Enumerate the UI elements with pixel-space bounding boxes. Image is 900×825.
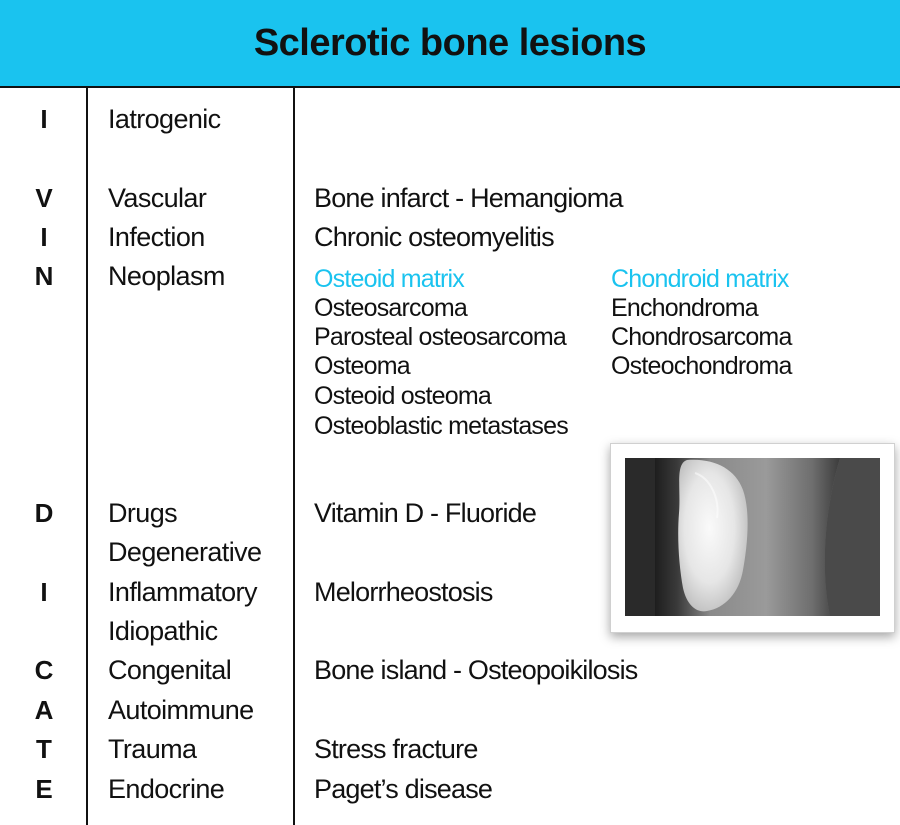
osteoid-item: Osteoma (314, 352, 410, 380)
bone-lesion-xray-graphic (625, 458, 880, 616)
category-inflammatory: Inflammatory (108, 577, 257, 607)
column-divider-1 (86, 88, 88, 825)
mnemonic-letter: I (40, 104, 48, 134)
mnemonic-letter: N (34, 261, 54, 291)
category-trauma: Trauma (108, 734, 197, 764)
category-congenital: Congenital (108, 655, 232, 685)
page-title: Sclerotic bone lesions (253, 21, 647, 64)
mnemonic-letter: T (36, 734, 52, 764)
osteoid-item: Osteoid osteoma (314, 382, 491, 410)
example-infection: Chronic osteomyelitis (314, 222, 554, 252)
example-congenital: Bone island - Osteopoikilosis (314, 655, 638, 685)
category-idiopathic: Idiopathic (108, 616, 218, 646)
example-drugs: Vitamin D - Fluoride (314, 498, 537, 528)
example-vascular: Bone infarct - Hemangioma (314, 183, 623, 213)
mnemonic-letter: E (35, 774, 53, 804)
chondroid-item: Osteochondroma (611, 352, 792, 380)
category-vascular: Vascular (108, 183, 207, 213)
category-iatrogenic: Iatrogenic (108, 104, 221, 134)
category-endocrine: Endocrine (108, 774, 225, 804)
category-neoplasm: Neoplasm (108, 261, 225, 291)
category-degenerative: Degenerative (108, 537, 262, 567)
category-drugs: Drugs (108, 498, 178, 528)
mnemonic-letter: C (34, 655, 54, 685)
chondroid-item: Chondrosarcoma (611, 323, 792, 351)
osteoid-matrix-heading: Osteoid matrix (314, 265, 464, 293)
mnemonic-letter: A (34, 695, 54, 725)
category-infection: Infection (108, 222, 205, 252)
title-banner (0, 0, 900, 88)
category-autoimmune: Autoimmune (108, 695, 254, 725)
xray-photo-frame (610, 443, 895, 633)
osteoid-item: Osteosarcoma (314, 294, 467, 322)
mnemonic-letter: I (40, 222, 48, 252)
mnemonic-letter: V (35, 183, 53, 213)
example-inflammatory: Melorrheostosis (314, 577, 493, 607)
mnemonic-letter: D (34, 498, 54, 528)
chondroid-item: Enchondroma (611, 294, 758, 322)
mnemonic-letter: I (40, 577, 48, 607)
osteoid-item: Parosteal osteosarcoma (314, 323, 566, 351)
osteoid-item: Osteoblastic metastases (314, 412, 568, 440)
example-trauma: Stress fracture (314, 734, 478, 764)
xray-image (625, 458, 880, 616)
chondroid-matrix-heading: Chondroid matrix (611, 265, 789, 293)
column-divider-2 (293, 88, 295, 825)
example-endocrine: Paget’s disease (314, 774, 493, 804)
